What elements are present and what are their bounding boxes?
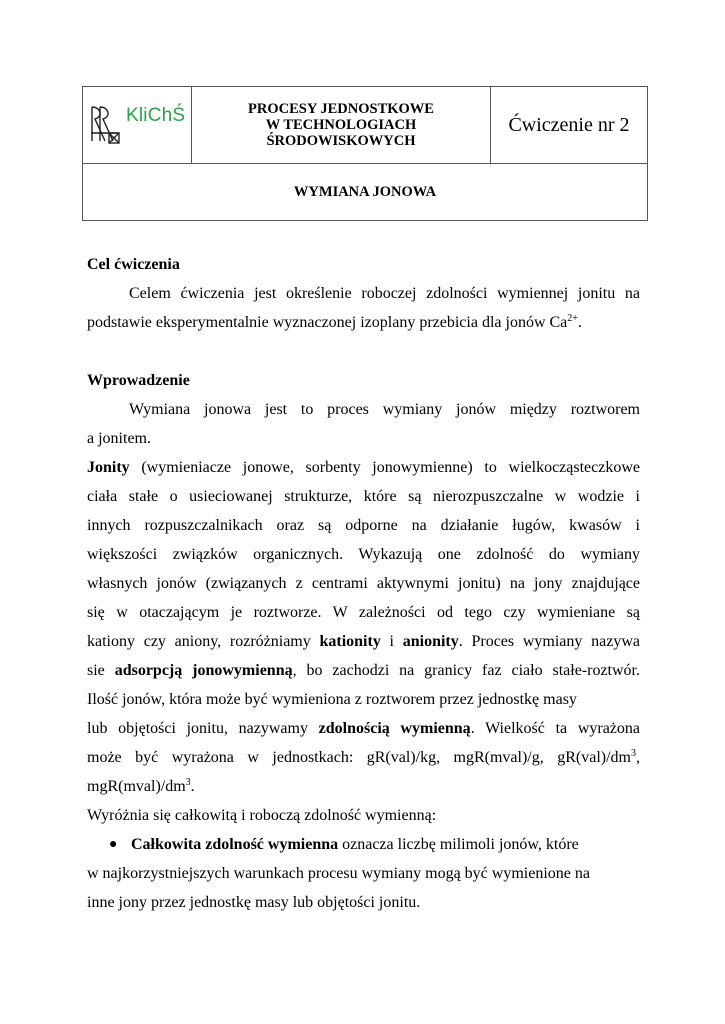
- paragraph-line: ciała stałe o usieciowanej strukturze, które są nierozpuszczalne w wodzie i: [87, 488, 640, 505]
- paragraph-line: [87, 308, 640, 337]
- bullet-icon: ●: [109, 837, 118, 852]
- bold-term: zdolnością wymienną: [318, 720, 471, 737]
- paragraph-line: [87, 714, 640, 743]
- text-span: . Proces wymiany nazywa: [458, 633, 641, 650]
- document-body: [87, 250, 640, 917]
- course-title-line: ŚRODOWISKOWYCH: [266, 133, 416, 149]
- paragraph-line: [87, 772, 640, 801]
- klichs-logo: [89, 103, 189, 145]
- logo-text: KliChŚ: [126, 105, 186, 126]
- paragraph-line: a jonitem.: [87, 430, 151, 447]
- paragraph-line: [87, 453, 640, 482]
- paragraph-line: [87, 627, 640, 656]
- bullet-item: [87, 830, 640, 859]
- course-title-line: W TECHNOLOGIACH: [265, 117, 417, 133]
- paragraph-line: własnych jonów (związanych z centrami aktywnymi jonitu) na jony znajdujące: [87, 575, 640, 592]
- exercise-number: Ćwiczenie nr 2: [491, 87, 648, 164]
- course-title-line: PROCESY JEDNOSTKOWE: [248, 101, 434, 117]
- paragraph-line: [87, 656, 640, 685]
- text-span: podstawie eksperymentalnie wyznaczonej izoplany przebicia dla jonów Ca: [87, 314, 568, 331]
- text-span: , bo zachodzi na granicy faz ciało stałe-roztwór.: [292, 662, 641, 679]
- paragraph-line: [87, 743, 640, 772]
- superscript: 3: [185, 777, 191, 788]
- spacer: [87, 337, 640, 366]
- section-heading-introduction: Wprowadzenie: [87, 372, 190, 389]
- logo-cell: [83, 87, 192, 164]
- text-span: mgR(mval)/dm: [87, 778, 186, 795]
- paragraph-line: się w otaczającym je roztworze. W zależności od tego czy wymieniane są: [87, 604, 640, 621]
- paragraph-line: w najkorzystniejszych warunkach procesu wymiany mogą być wymienione na: [87, 865, 590, 882]
- section-heading-goal: Cel ćwiczenia: [87, 256, 180, 273]
- text-span: i: [380, 633, 403, 650]
- text-span: .: [190, 778, 195, 795]
- text-span: sie: [87, 662, 115, 679]
- paragraph-line: Celem ćwiczenia jest określenie roboczej zdolności wymiennej jonitu na: [129, 285, 640, 302]
- text-span: . Wielkość ta wyrażona: [470, 720, 640, 737]
- course-title: [192, 87, 491, 164]
- superscript: 2+: [567, 313, 578, 324]
- paragraph-line: inne jony przez jednostkę masy lub objętości jonitu.: [87, 894, 421, 911]
- text-span: .: [577, 314, 582, 331]
- text-span: ,: [636, 749, 640, 766]
- superscript: 3: [631, 748, 636, 759]
- paragraph-line: większości związków organicznych. Wykazują one zdolność do wymiany: [87, 546, 640, 563]
- text-span: [107, 836, 579, 853]
- bold-term: kationity: [319, 633, 381, 650]
- text-span: lub objętości jonitu, nazywamy: [87, 720, 319, 737]
- text-span: (wymieniacze jonowe, sorbenty jonowymienne) to wielkocząsteczkowe: [129, 459, 640, 476]
- bold-term: anionity: [402, 633, 459, 650]
- logo-emblem-icon: [89, 103, 125, 145]
- text-span: kationy czy aniony, rozróżniamy: [87, 633, 320, 650]
- paragraph-line: Wymiana jonowa jest to proces wymiany jonów między roztworem: [129, 401, 640, 418]
- text-span: może być wyrażona w jednostkach: gR(val)/kg, mgR(mval)/g, gR(val)/dm: [87, 749, 631, 766]
- paragraph-line: Ilość jonów, która może być wymieniona z roztworem przez jednostkę masy: [87, 691, 577, 708]
- bold-term: Jonity: [87, 459, 130, 476]
- paragraph-line: innych rozpuszczalnikach oraz są odporne na działanie ługów, kwasów i: [87, 517, 640, 534]
- header-table: [82, 86, 648, 221]
- bold-term: Całkowita zdolność wymienna: [131, 836, 339, 853]
- exercise-subtitle: WYMIANA JONOWA: [83, 164, 648, 221]
- bold-term: adsorpcją jonowymienną: [114, 662, 293, 679]
- text-span: oznacza liczbę milimoli jonów, które: [338, 836, 579, 853]
- paragraph-line: Wyróżnia się całkowitą i roboczą zdolność wymienną:: [87, 807, 437, 824]
